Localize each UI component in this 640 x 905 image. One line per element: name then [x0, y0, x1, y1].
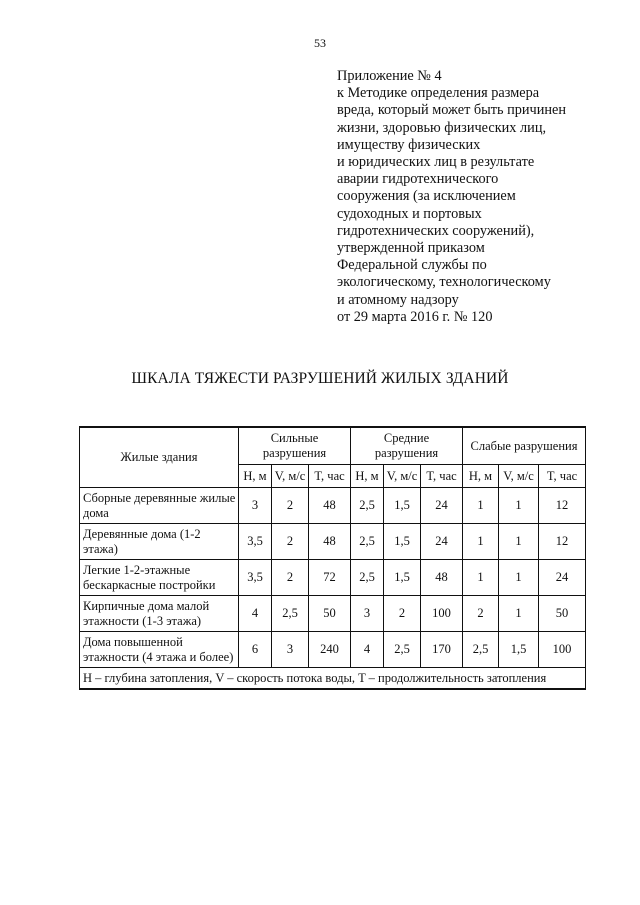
- table-row: [80, 524, 586, 560]
- value-cell: 3: [239, 488, 272, 524]
- appendix-line: судоходных и портовых: [337, 205, 482, 222]
- value-cell: 240: [309, 632, 351, 668]
- value-cell: 2,5: [351, 560, 384, 596]
- unit-header: V, м/с: [272, 465, 309, 488]
- value-cell: 1,5: [384, 560, 421, 596]
- value-cell: 2,5: [463, 632, 499, 668]
- value-cell: 2,5: [351, 524, 384, 560]
- value-cell: 1: [499, 488, 539, 524]
- value-cell: 1: [463, 560, 499, 596]
- appendix-line: аварии гидротехнического: [337, 171, 499, 188]
- appendix-line: Федеральной службы по: [337, 257, 487, 274]
- value-cell: 3: [272, 632, 309, 668]
- unit-header: T, час: [309, 465, 351, 488]
- value-cell: 2: [384, 596, 421, 632]
- table-row: [80, 560, 586, 596]
- group-header-medium: Средние разрушения: [351, 427, 463, 465]
- value-cell: 3,5: [239, 560, 272, 596]
- appendix-header: [337, 68, 627, 326]
- appendix-line: к Методике определения размера: [337, 85, 540, 102]
- value-cell: 1: [499, 524, 539, 560]
- damage-severity-table: [79, 426, 586, 690]
- building-type-cell: Кирпичные дома малой этажности (1-3 этажа): [80, 596, 239, 632]
- value-cell: 48: [421, 560, 463, 596]
- value-cell: 1: [463, 488, 499, 524]
- value-cell: 50: [539, 596, 586, 632]
- unit-header: H, м: [351, 465, 384, 488]
- value-cell: 100: [539, 632, 586, 668]
- value-cell: 12: [539, 524, 586, 560]
- value-cell: 50: [309, 596, 351, 632]
- group-header-strong: Сильные разрушения: [239, 427, 351, 465]
- table-body: [80, 488, 586, 668]
- document-title: ШКАЛА ТЯЖЕСТИ РАЗРУШЕНИЙ ЖИЛЫХ ЗДАНИЙ: [131, 370, 509, 387]
- value-cell: 3: [351, 596, 384, 632]
- value-cell: 24: [421, 488, 463, 524]
- unit-header: V, м/с: [384, 465, 421, 488]
- value-cell: 48: [309, 524, 351, 560]
- value-cell: 2: [272, 524, 309, 560]
- unit-header: V, м/с: [499, 465, 539, 488]
- appendix-line: жизни, здоровью физических лиц,: [337, 119, 547, 136]
- building-type-cell: Сборные деревянные жилые дома: [80, 488, 239, 524]
- footnote-row: [80, 668, 586, 690]
- value-cell: 1: [499, 596, 539, 632]
- unit-header: H, м: [463, 465, 499, 488]
- appendix-line: и юридических лиц в результате: [337, 154, 535, 171]
- page-number: 53: [314, 36, 326, 50]
- value-cell: 1: [499, 560, 539, 596]
- value-cell: 2: [272, 488, 309, 524]
- value-cell: 2,5: [384, 632, 421, 668]
- appendix-line: экологическому, технологическому: [337, 274, 551, 291]
- value-cell: 12: [539, 488, 586, 524]
- table-row: [80, 632, 586, 668]
- table-row: [80, 596, 586, 632]
- value-cell: 2,5: [351, 488, 384, 524]
- value-cell: 1,5: [499, 632, 539, 668]
- appendix-line: Приложение № 4: [337, 68, 442, 84]
- value-cell: 1,5: [384, 524, 421, 560]
- table-row: [80, 488, 586, 524]
- value-cell: 4: [239, 596, 272, 632]
- value-cell: 1: [463, 524, 499, 560]
- value-cell: 24: [539, 560, 586, 596]
- building-type-cell: Дома повышенной этажности (4 этажа и более): [80, 632, 239, 668]
- unit-header: T, час: [421, 465, 463, 488]
- appendix-line: гидротехнических сооружений),: [337, 222, 535, 239]
- value-cell: 170: [421, 632, 463, 668]
- value-cell: 72: [309, 560, 351, 596]
- unit-header: T, час: [539, 465, 586, 488]
- building-type-cell: Деревянные дома (1-2 этажа): [80, 524, 239, 560]
- value-cell: 2,5: [272, 596, 309, 632]
- group-header-weak: Слабые разрушения: [463, 427, 586, 465]
- building-type-cell: Легкие 1-2-этажные бескаркасные постройки: [80, 560, 239, 596]
- appendix-line: утвержденной приказом: [337, 240, 485, 257]
- table-header-row: [80, 427, 586, 465]
- value-cell: 4: [351, 632, 384, 668]
- value-cell: 2: [463, 596, 499, 632]
- value-cell: 2: [272, 560, 309, 596]
- appendix-line: и атомному надзору: [337, 291, 459, 308]
- value-cell: 100: [421, 596, 463, 632]
- value-cell: 3,5: [239, 524, 272, 560]
- appendix-line: вреда, который может быть причинен: [337, 102, 567, 119]
- value-cell: 1,5: [384, 488, 421, 524]
- unit-header: H, м: [239, 465, 272, 488]
- value-cell: 24: [421, 524, 463, 560]
- appendix-line: имуществу физических: [337, 136, 481, 153]
- appendix-line: сооружения (за исключением: [337, 188, 516, 205]
- row-header-cell: Жилые здания: [80, 427, 239, 488]
- value-cell: 6: [239, 632, 272, 668]
- appendix-line: от 29 марта 2016 г. № 120: [337, 308, 493, 325]
- table-footnote: H – глубина затопления, V – скорость потока воды, T – продолжительность затопления: [80, 668, 586, 690]
- value-cell: 48: [309, 488, 351, 524]
